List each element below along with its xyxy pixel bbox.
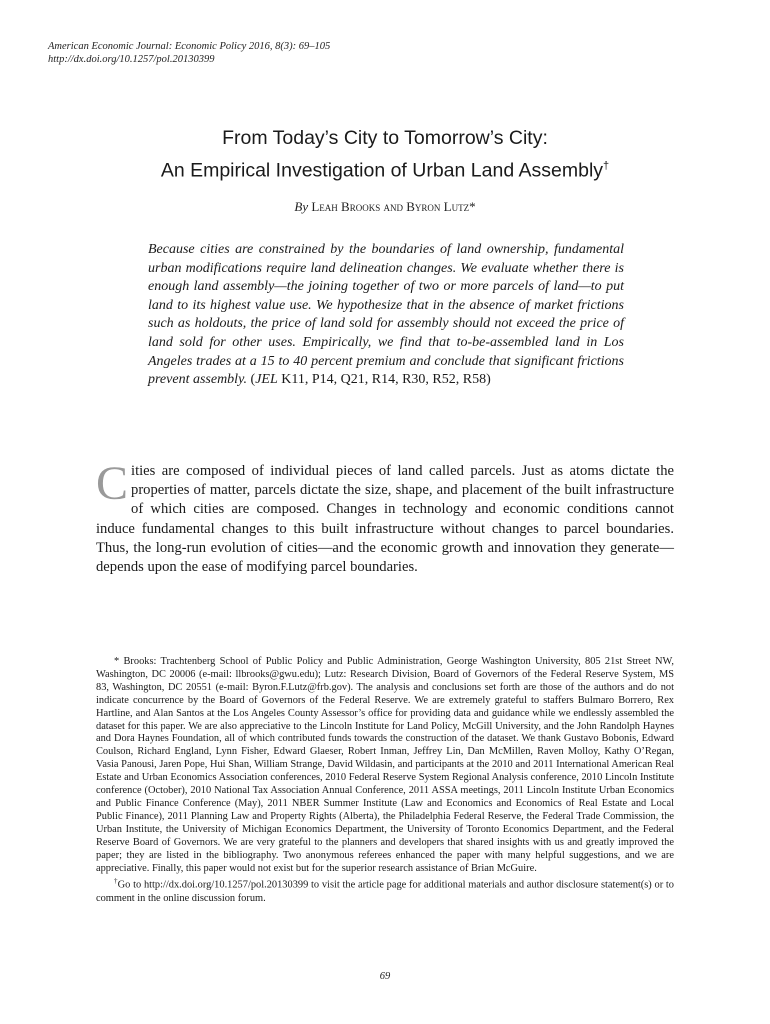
- journal-citation: American Economic Journal: Economic Policy 2016, 8(3): 69–105: [48, 41, 331, 52]
- drop-cap: C: [96, 457, 129, 510]
- jel-code-list: K11, P14, Q21, R14, R30, R52, R58): [277, 372, 491, 388]
- paper-title: [0, 124, 770, 185]
- by-label: By: [294, 199, 309, 214]
- footnote-dagger-mark: †: [114, 877, 118, 886]
- jel-codes: (JEL K11, P14, Q21, R14, R30, R52, R58): [250, 372, 491, 388]
- footnote-star: * Brooks: Trachtenberg School of Public Policy and Public Administration, George Washington University, 805 21st Street NW, Washington, DC 20006 (e-mail: llbrooks@gwu.edu); Lutz: Research Division, Board of Governors of the Federal Reserve System, MS 83, Washington, DC 20551 (e-mail: Byron.F.Lutz@frb.gov). The analysis and conclusions set forth are those of the authors and do not indicate concurrence by the Board of Governors of the Federal Reserve. We are extremely grateful to staffers Bulmaro Borrero, Rex Hartline, and Alan Santos at the Los Angeles County Assessor’s office for providing data and guidance while we endlessly assembled the dataset for this paper. We are also appreciative to the Lincoln Institute for Land Policy, McGill University, and the John Randolph Haynes and Dora Haynes Foundation, all of which contributed funds towards the construction of the dataset. We thank Gustavo Bobonis, Edward Coulson, Richard England, Lynn Fisher, Edward Glaeser, Robert Inman, Jeffrey Lin, Dan McMillen, Raven Molloy, Kathy O’Regan, Vasia Panousi, Jaren Pope, Hui Shan, William Strange, David Wildasin, and participants at the 2010 and 2011 International American Real Estate and Urban Economics Association conferences, 2010 Federal Reserve System Regional Analysis conference, 2010 Lincoln Institute conference (October), 2010 National Tax Association Annual Conference, 2011 ASSA meetings, 2011 Lincoln Institute Urban Economics and Public Finance Conference (May), 2011 NBER Summer Institute (Law and Economics and Economics of Real Estate and Local Public Finance), 2011 Planning Law and Property Rights (Alberta), the Philadelphia Federal Reserve, the Federal Trade Commission, the Urban Institute, the University of Michigan Economics Department, the University of Toronto Economics Department, and the Federal Reserve Board of Governors. We are very grateful to the planners and developers that shared insights with us and greatly improved the paper; they are listed in the bibliography. Two anonymous referees enhanced the paper with many helpful suggestions, and we are appreciative. Finally, this paper would not exist but for the superior research assistance of Brian McGuire.: [96, 656, 674, 874]
- footnote-dagger-text: Go to http://dx.doi.org/10.1257/pol.20130399 to visit the article page for additional materials and author disclosure statement(s) or to comment in the online discussion forum.: [96, 879, 674, 904]
- title-line-2-text: An Empirical Investigation of Urban Land Assembly: [160, 159, 604, 182]
- doi-link[interactable]: http://dx.doi.org/10.1257/pol.20130399: [48, 54, 215, 65]
- abstract: [148, 241, 624, 390]
- author-conjunction: and: [383, 199, 403, 214]
- jel-label: JEL: [255, 372, 278, 388]
- page-number: 69: [379, 971, 391, 982]
- title-line-1: From Today’s City to Tomorrow’s City:: [222, 127, 548, 149]
- intro-text: ities are composed of individual pieces of land called parcels. Just as atoms dictate the properties of matter, parcels dictate the size, shape, and placement of the built infrastructure of which cities are composed. Changes in technology and economic conditions cannot induce fundamental changes to this built infrastructure without changes to parcel boundaries. Thus, the long-run evolution of cities—and the economic growth and innovation they generate—depends upon the ease of modifying parcel boundaries.: [96, 463, 674, 576]
- running-header: [48, 40, 330, 66]
- footnotes: [96, 656, 674, 906]
- author-2: Byron Lutz*: [406, 199, 476, 214]
- title-line-2: [0, 152, 770, 185]
- intro-paragraph: [96, 457, 674, 577]
- footnote-dagger: [96, 875, 674, 905]
- abstract-text: Because cities are constrained by the boundaries of land ownership, fundamental urban modifications require land delineation changes. We evaluate whether there is enough land assembly—the joining together of two or more parcels of land—to put land to its highest value use. We hypothesize that in the absence of market frictions such as holdouts, the price of land sold for assembly should not exceed the price of land sold for other uses. Empirically, we find that to-be-assembled land in Los Angeles trades at a 15 to 40 percent premium and conclude that significant frictions prevent assembly.: [148, 242, 624, 388]
- author-line: [0, 199, 770, 215]
- author-1: Leah Brooks: [311, 199, 381, 214]
- title-dagger: †: [603, 160, 610, 172]
